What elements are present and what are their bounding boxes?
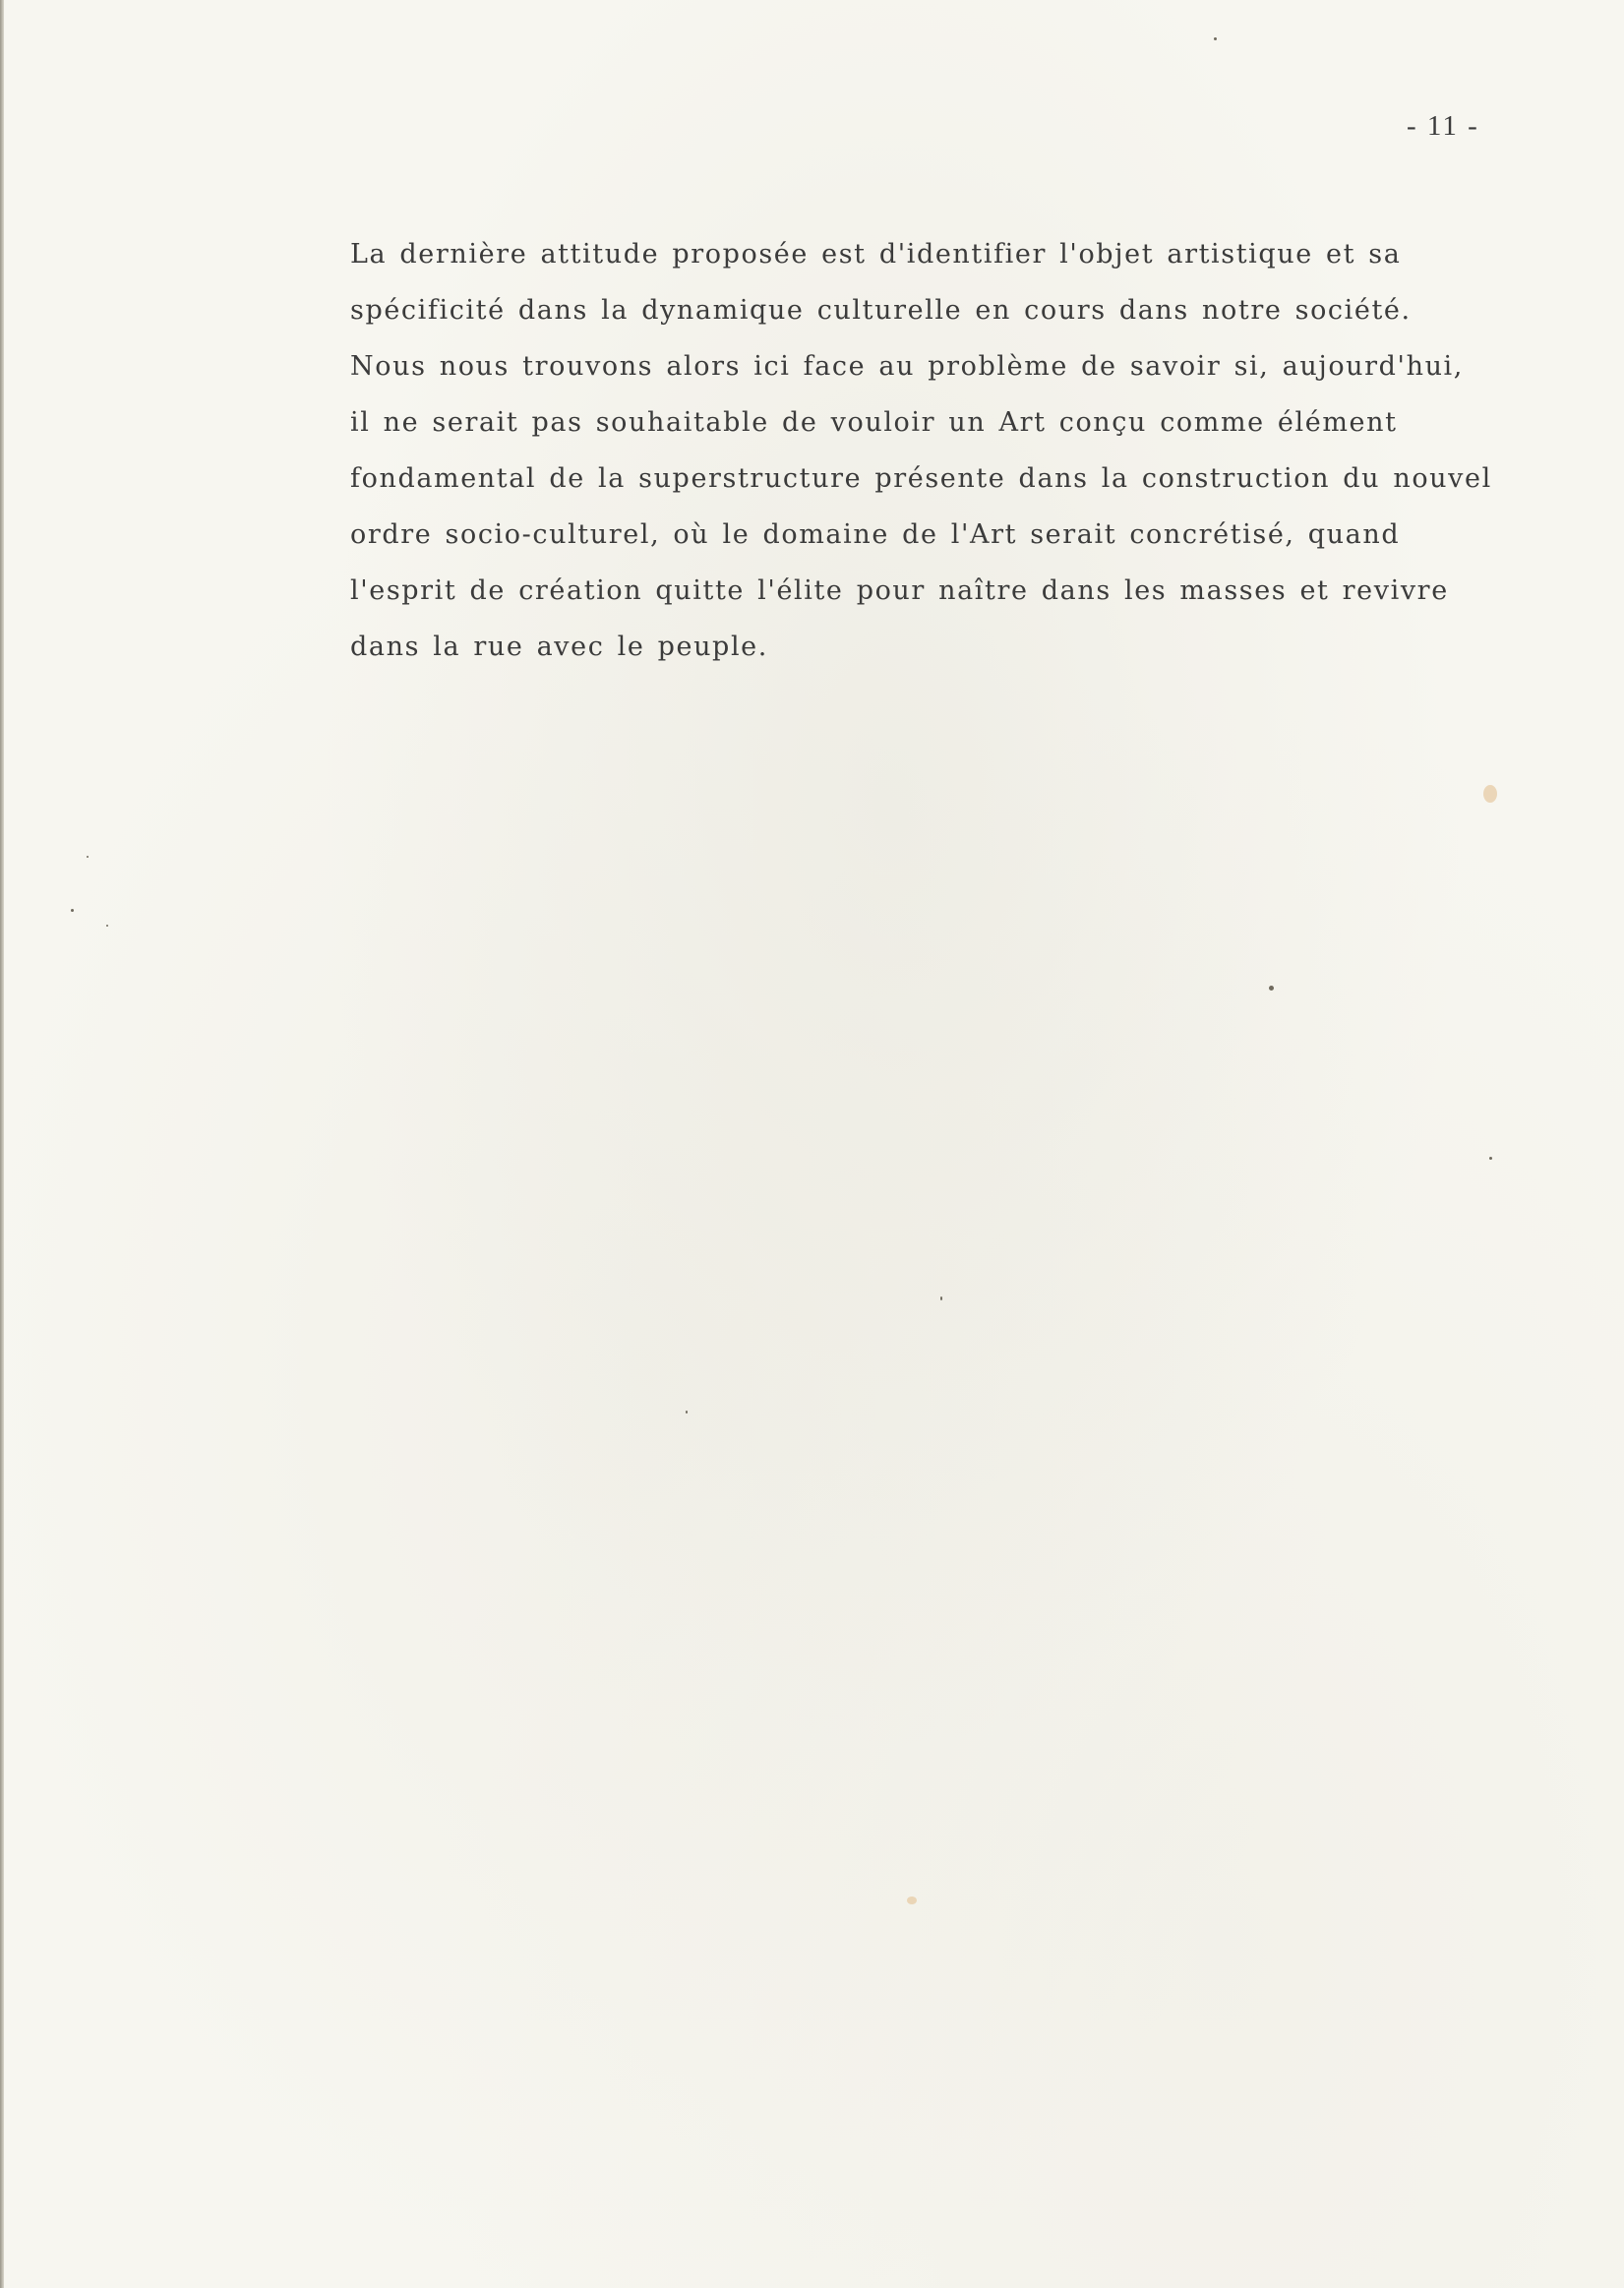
- paper-speck: [686, 1411, 688, 1414]
- paragraph-line: La dernière attitude proposée est d'identifier l'objet artistique et sa: [350, 239, 1402, 270]
- paper-stain: [907, 1897, 917, 1904]
- paper-speck: [71, 909, 74, 912]
- paragraph-line: dans la rue avec le peuple.: [350, 632, 768, 662]
- paragraph-line: fondamental de la superstructure présente dans la construction du nouvel: [350, 463, 1492, 494]
- paper-speck: [106, 925, 108, 927]
- paper-speck: [87, 856, 89, 858]
- paragraph-line: il ne serait pas souhaitable de vouloir un Art conçu comme élément: [350, 407, 1398, 438]
- body-paragraph: [350, 226, 1570, 675]
- paragraph-line: spécificité dans la dynamique culturelle en cours dans notre société.: [350, 295, 1412, 326]
- paper-edge-shadow: [0, 0, 4, 2288]
- paragraph-line: l'esprit de création quitte l'élite pour naître dans les masses et revivre: [350, 575, 1449, 606]
- paragraph-line: Nous nous trouvons alors ici face au problème de savoir si, aujourd'hui,: [350, 351, 1464, 382]
- paragraph-line: ordre socio-culturel, où le domaine de l'Art serait concrétisé, quand: [350, 519, 1401, 550]
- page-number: - 11 -: [1407, 110, 1479, 142]
- paper-speck: [1489, 1157, 1492, 1160]
- paper-speck: [940, 1296, 942, 1300]
- paper-speck: [1214, 37, 1217, 40]
- paper-stain: [1483, 785, 1497, 803]
- paper-speck: [1269, 986, 1274, 991]
